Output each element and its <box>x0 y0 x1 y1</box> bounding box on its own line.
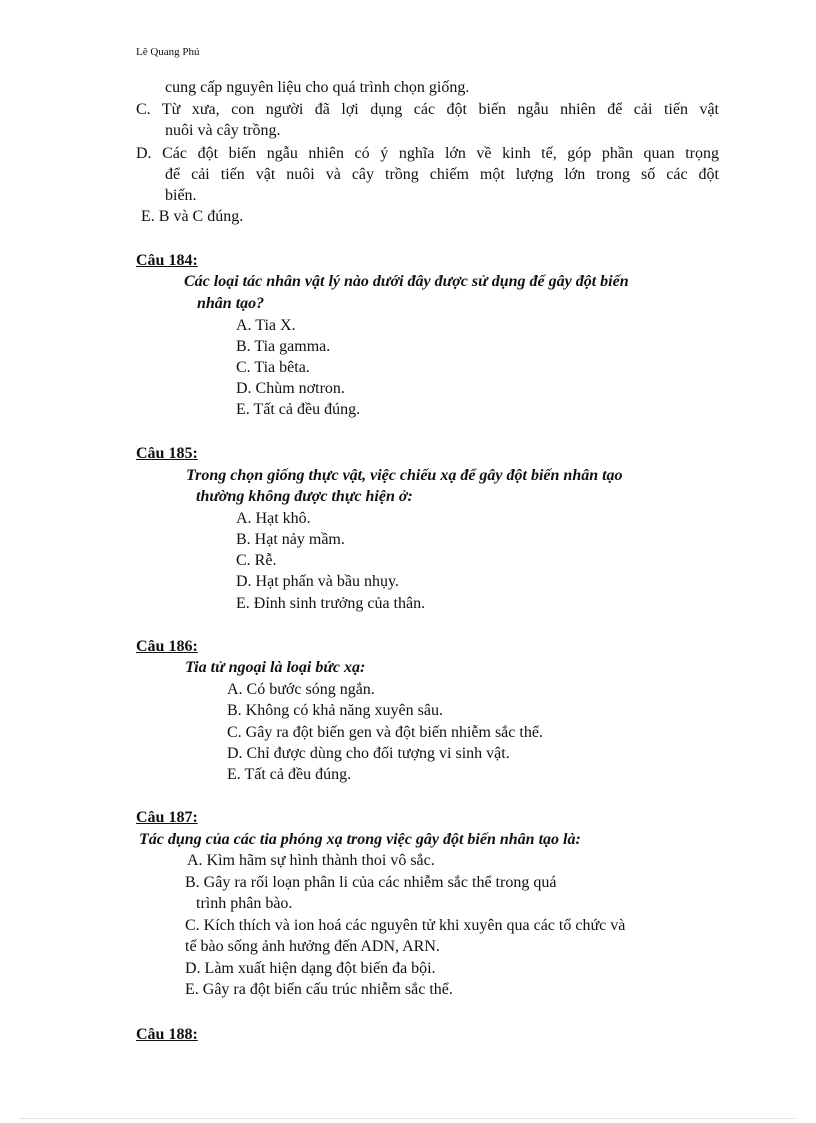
answer-option: B. Không có khả năng xuyên sâu. <box>227 702 443 719</box>
answer-option: E. Tất cả đều đúng. <box>227 766 352 783</box>
answer-option: D. Làm xuất hiện dạng đột biến đa bội. <box>185 960 436 977</box>
question-heading: Câu 186: <box>136 638 198 655</box>
answer-option: B. Hạt nảy mầm. <box>236 531 345 548</box>
question-heading: Câu 187: <box>136 809 198 826</box>
question-text-line: nhân tạo? <box>197 295 265 312</box>
question-heading: Câu 184: <box>136 252 198 269</box>
option-d-line2: để cải tiến vật nuôi và cây trồng chiếm một lượng lớn trong số các đột <box>165 166 719 183</box>
option-e: E. B và C đúng. <box>141 208 244 225</box>
answer-option: E. Gây ra đột biến cấu trúc nhiễm sắc thể. <box>185 981 453 998</box>
option-b-tail: cung cấp nguyên liệu cho quá trình chọn giống. <box>165 79 470 96</box>
answer-option: tế bào sống ảnh hưởng đến ADN, ARN. <box>185 938 440 955</box>
question-text-line: Tác dụng của các tia phóng xạ trong việc gây đột biến nhân tạo là: <box>139 831 581 848</box>
answer-option: B. Gây ra rối loạn phân li của các nhiễm sắc thể trong quá <box>185 874 557 891</box>
answer-option: D. Hạt phấn và bầu nhụy. <box>236 573 399 590</box>
option-c-line2: nuôi và cây trồng. <box>165 122 281 139</box>
answer-option: D. Chỉ được dùng cho đối tượng vi sinh vật. <box>227 745 510 762</box>
answer-option: E. Tất cả đều đúng. <box>236 401 361 418</box>
answer-option: trình phân bào. <box>196 895 293 912</box>
question-text-line: Tia tử ngoại là loại bức xạ: <box>185 659 366 676</box>
answer-option: C. Kích thích và ion hoá các nguyên tử khi xuyên qua các tổ chức và <box>185 917 626 934</box>
option-d-line3: biến. <box>165 187 197 204</box>
answer-option: A. Hạt khô. <box>236 510 311 527</box>
page-bottom-border <box>20 1118 796 1119</box>
answer-option: D. Chùm nơtron. <box>236 380 345 397</box>
answer-option: A. Có bước sóng ngắn. <box>227 681 375 698</box>
answer-option: C. Gây ra đột biến gen và đột biến nhiễm sắc thể. <box>227 724 543 741</box>
answer-option: A. Tia X. <box>236 317 296 334</box>
question-text-line: Trong chọn giống thực vật, việc chiếu xạ để gây đột biến nhân tạo <box>186 467 623 484</box>
question-text-line: thường không được thực hiện ở: <box>196 488 413 505</box>
answer-option: E. Đỉnh sinh trưởng của thân. <box>236 595 426 612</box>
option-d-line1: D. Các đột biến ngẫu nhiên có ý nghĩa lớn về kinh tế, góp phần quan trọng <box>136 145 719 162</box>
option-c-line1: C. Từ xưa, con người đã lợi dụng các đột biến ngẫu nhiên để cải tiến vật <box>136 101 719 118</box>
page-header-author: Lê Quang Phú <box>136 46 200 58</box>
answer-option: B. Tia gamma. <box>236 338 331 355</box>
answer-option: C. Rễ. <box>236 552 277 569</box>
question-text-line: Các loại tác nhân vật lý nào dưới đây được sử dụng để gây đột biến <box>184 273 629 290</box>
question-heading: Câu 185: <box>136 445 198 462</box>
answer-option: A. Kìm hãm sự hình thành thoi vô sắc. <box>187 852 435 869</box>
answer-option: C. Tia bêta. <box>236 359 310 376</box>
question-heading: Câu 188: <box>136 1026 198 1043</box>
